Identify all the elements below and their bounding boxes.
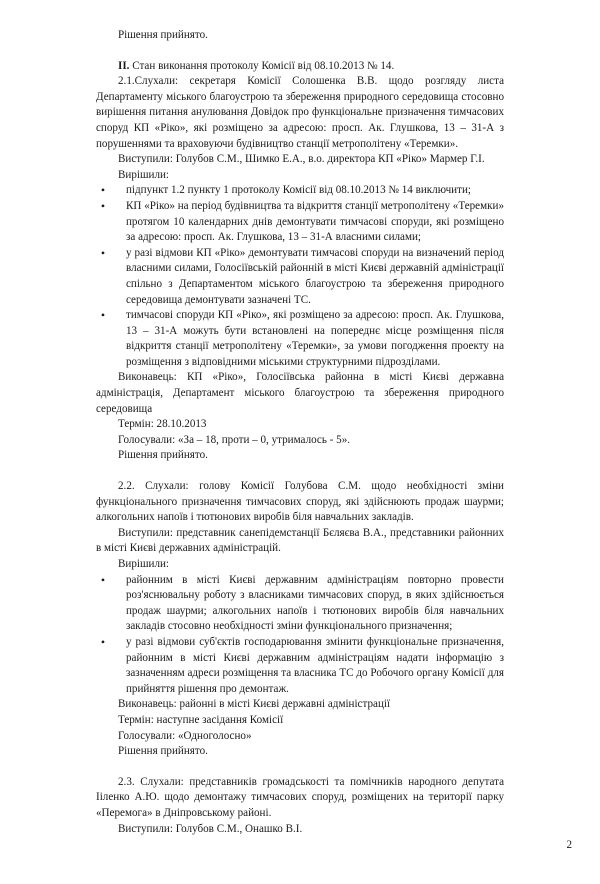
list-item-text: у разі відмови КП «Ріко» демонтувати тимчасові споруди на визначений період власними силами, Голосіївській районній в місті Києві державній адміністрації спільно з Департаментом міського благоустрою та збереження природного середовища демонтувати зазначені ТС. xyxy=(126,246,504,306)
paragraph-2-3-heard: 2.3. Слухали: представників громадськості та помічників народного депутата Ііленко А.Ю. щодо демонтажу тимчасових споруд, розміщених на території парку «Перемога» в Дніпровському районі. xyxy=(96,775,504,819)
list-item-text: КП «Ріко» на період будівництва та відкриття станції метрополітену «Теремки» протягом 10 календарних днів демонтувати тимчасові споруди, які розміщено за адресою: просп. Ак. Глушкова, 13 – 31-А власними силами; xyxy=(126,199,504,244)
paragraph-2-2-vote: Голосували: «Одноголосно» xyxy=(118,729,252,742)
list-item-text: підпункт 1.2 пункту 1 протоколу Комісії від 08.10.2013 № 14 виключити; xyxy=(126,184,471,197)
bullet-icon: • xyxy=(100,572,106,587)
paragraph-spacer xyxy=(96,464,504,479)
document-body xyxy=(96,28,504,837)
list-item xyxy=(96,246,504,308)
paragraph-spacer xyxy=(96,44,504,59)
paragraph-2-3-spoke: Виступили: Голубов С.М., Онашко В.І. xyxy=(118,822,303,835)
bullet-icon: • xyxy=(100,183,106,198)
section-heading-text: Стан виконання протоколу Комісії від 08.10.2013 № 14. xyxy=(129,59,395,72)
paragraph-2-2-decided: Вирішили: xyxy=(118,558,169,570)
list-item xyxy=(96,635,504,697)
paragraph-2-1-result: Рішення прийнято. xyxy=(118,449,208,462)
bullet-icon: • xyxy=(100,634,106,649)
decision-list-2-2 xyxy=(96,573,504,698)
paragraph-spacer xyxy=(96,760,504,775)
paragraph-2-2-result: Рішення прийнято. xyxy=(118,745,208,758)
paragraph-2-2-heard: 2.2. Слухали: голову Комісії Голубова С.М. щодо необхідності зміни функціонального призначення тимчасових споруд, які здійснюють продаж шаурми; алкогольних напоїв і тютюнових виробів біля навчальних закладів. xyxy=(96,480,504,524)
paragraph-2-2-executor: Виконавець: районні в місті Києві державні адміністрації xyxy=(118,698,391,711)
paragraph: Рішення прийнято. xyxy=(118,29,208,41)
paragraph-2-1-executor: Виконавець: КП «Ріко», Голосіївська районна в місті Києві державна адміністрація, Департамент міського благоустрою та збереження природного середовища xyxy=(96,371,504,415)
paragraph-2-1-heard: 2.1.Слухали: секретаря Комісії Солошенка В.В. щодо розгляду листа Департаменту міського благоустрою та збереження природного середовища стосовно вирішення питання анулювання Довідок про функціональне призначення тимчасових споруд КП «Ріко», які розміщено за адресою: просп. Ак. Глушкова, 13 – 31-А з порушеннями та враховуючи будівництво станції метрополітену «Теремки». xyxy=(96,75,504,150)
bullet-icon: • xyxy=(100,198,106,213)
list-item-text: тимчасові споруди КП «Ріко», які розміщено за адресою: просп. Ак. Глушкова, 13 – 31-А можуть бути встановлені на попереднє місце розміщення після відкриття станції метрополітену «Теремки», за умови погодження проекту на розміщення з відповідними міськими структурними підрозділами. xyxy=(126,309,504,368)
list-item-text: районним в місті Києві державним адміністраціям повторно провести роз'яснювальну роботу з власниками тимчасових споруд, в яких здійснюється продаж шаурми; алкогольних напоїв і тютюнових виробів біля навчальних закладів стосовно необхідності зміни функціонального призначення; xyxy=(126,573,504,633)
paragraph-2-1-vote: Голосували: «За – 18, проти – 0, утрималось - 5». xyxy=(118,433,351,446)
paragraph-2-1-spoke: Виступили: Голубов С.М., Шимко Е.А., в.о. директора КП «Ріко» Мармер Г.І. xyxy=(118,153,485,166)
section-heading-number: II. xyxy=(118,59,130,72)
list-item xyxy=(96,308,504,370)
list-item xyxy=(96,573,504,635)
list-item xyxy=(96,183,504,199)
paragraph-2-1-deadline: Термін: 28.10.2013 xyxy=(118,418,207,431)
decision-list-2-1 xyxy=(96,183,504,370)
list-item-text: у разі відмови суб'єктів господарювання змінити функціональне призначення, районним в місті Києві державним адміністраціям надати інформацію з зазначенням адреси розміщення та власника ТС до Робочого органу Комісії для прийняття рішення про демонтаж. xyxy=(126,635,504,695)
page-number: 2 xyxy=(566,839,572,851)
paragraph-2-2-spoke: Виступили: представник санепідемстанції Бєляєва В.А., представники районних в місті Києві державних адміністрацій. xyxy=(96,526,504,555)
section-heading-II xyxy=(96,59,504,75)
bullet-icon: • xyxy=(100,308,106,323)
bullet-icon: • xyxy=(100,245,106,260)
paragraph-2-2-deadline: Термін: наступне засідання Комісії xyxy=(118,713,284,726)
paragraph-2-1-decided: Вирішили: xyxy=(118,168,169,181)
list-item xyxy=(96,199,504,246)
